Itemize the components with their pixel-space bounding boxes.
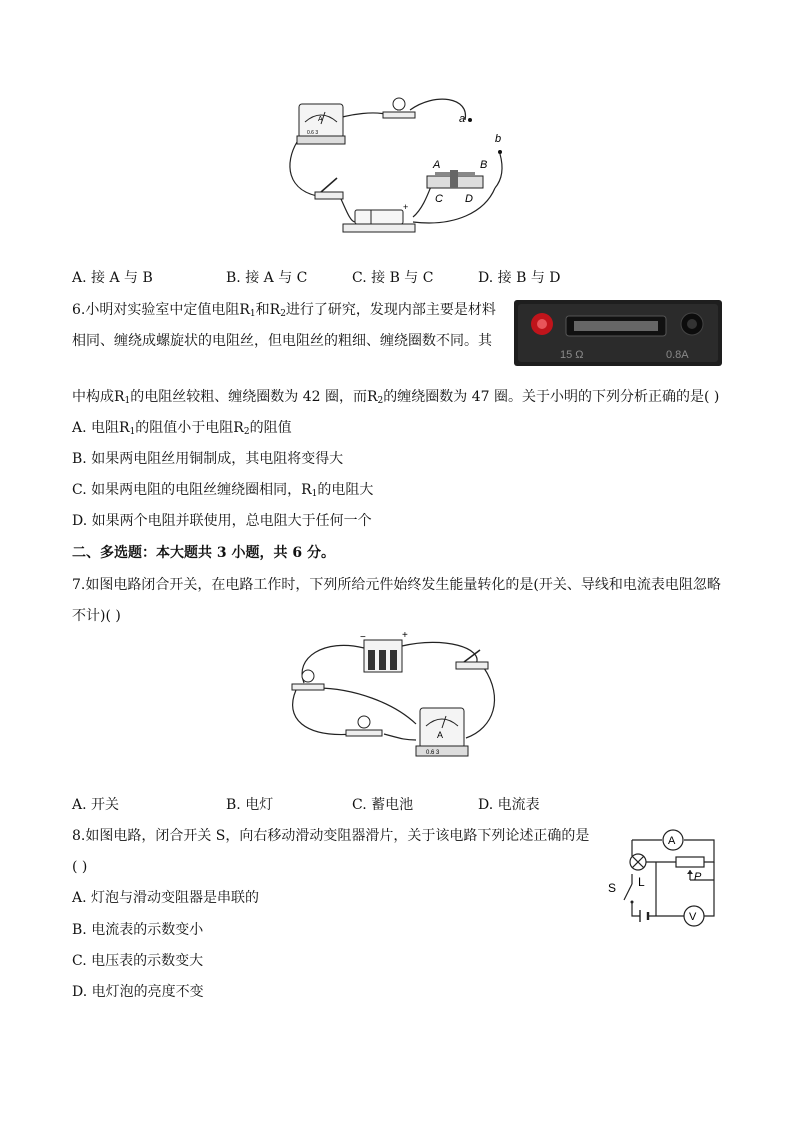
svg-text:+: +	[403, 202, 409, 212]
q8-option-a[interactable]: A. 灯泡与滑动变阻器是串联的	[72, 890, 260, 906]
q6-option-d[interactable]: D. 如果两个电阻并联使用，总电阻大于任何一个	[72, 513, 372, 529]
lamp-label-l: L	[638, 875, 645, 889]
svg-text:A: A	[668, 835, 676, 847]
switch-symbol-icon	[624, 884, 634, 904]
photo-label-current: 0.8A	[666, 349, 689, 361]
voltmeter-symbol-icon	[684, 906, 704, 926]
switch-label-s: S	[608, 881, 617, 895]
q5-option-b[interactable]: B. 接 A 与 C	[226, 270, 308, 286]
label-b: b	[495, 133, 502, 145]
q8-option-b[interactable]: B. 电流表的示数变小	[72, 922, 204, 938]
q7-option-c[interactable]: C. 蓄电池	[352, 797, 414, 813]
ammeter-symbol-icon	[663, 830, 683, 850]
svg-text:+: +	[402, 630, 408, 641]
black-terminal-icon	[681, 313, 703, 335]
red-terminal-icon	[531, 313, 553, 335]
svg-text:V: V	[689, 911, 697, 923]
q7-option-d[interactable]: D. 电流表	[478, 797, 540, 813]
photo-label-resistance: 15 Ω	[560, 349, 584, 361]
q8-stem-line2: ( )	[72, 859, 88, 875]
q6-option-b[interactable]: B. 如果两电阻丝用铜制成，其电阻将变得大	[72, 451, 344, 467]
resistor-photo	[514, 300, 722, 366]
q5-option-a[interactable]: A. 接 A 与 B	[72, 270, 153, 286]
q8-option-c[interactable]: C. 电压表的示数变大	[72, 953, 204, 969]
label-a: a	[459, 113, 466, 125]
svg-text:0.6 3: 0.6 3	[307, 130, 319, 136]
terminal-b-icon	[498, 150, 502, 154]
q5-circuit-figure	[285, 92, 515, 237]
ammeter-icon	[297, 104, 345, 144]
q5-option-d[interactable]: D. 接 B 与 D	[478, 270, 561, 286]
svg-text:A: A	[433, 159, 441, 171]
q8-stem-line1: 8.如图电路，闭合开关 S，向右移动滑动变阻器滑片，关于该电路下列论述正确的是	[72, 828, 590, 844]
svg-text:A: A	[437, 730, 444, 740]
lamp-symbol-icon	[630, 854, 646, 870]
q7-option-a[interactable]: A. 开关	[72, 797, 120, 813]
section-heading: 二、多选题：本大题共 3 小题，共 6 分。	[72, 545, 335, 561]
rheostat-icon	[427, 159, 487, 205]
storage-battery-icon	[360, 630, 408, 672]
svg-text:C: C	[435, 193, 443, 205]
q8-option-d[interactable]: D. 电灯泡的亮度不变	[72, 984, 204, 1000]
ammeter-icon	[416, 708, 468, 756]
bulb-icon	[383, 98, 415, 118]
q6-stem-line3: 中构成$R_1$的电阻丝较粗、缠绕圈数为 42 圈，而$R_2$的缠绕圈数为 47 圈。关于小明的下列分析正确的是( )	[72, 389, 720, 406]
q5-option-c[interactable]: C. 接 B 与 C	[352, 270, 434, 286]
bulb-icon	[292, 670, 324, 690]
q6-stem-line2: 相同、缠绕成螺旋状的电阻丝，但电阻丝的粗细、缠绕圈数不同。其	[72, 333, 492, 349]
svg-text:−: −	[360, 632, 366, 643]
q8-schematic-figure	[604, 824, 724, 934]
q6-option-c[interactable]: C. 如果两电阻的电阻丝缠绕圈相同，$R_1$的电阻大	[72, 482, 374, 499]
slider-label-p: P	[694, 871, 702, 883]
q6-stem-line1: 6.小明对实验室中定值电阻$R_1$和$R_2$进行了研究，发现内部主要是材料	[72, 302, 496, 319]
svg-text:D: D	[465, 193, 473, 205]
battery-icon	[343, 202, 415, 232]
q6-option-a[interactable]: A. 电阻$R_1$的阻值小于电阻$R_2$的阻值	[72, 420, 292, 437]
bulb-icon	[346, 716, 382, 736]
switch-icon	[456, 650, 488, 669]
switch-icon	[315, 178, 343, 199]
q7-stem-line1: 7.如图电路闭合开关，在电路工作时，下列所给元件始终发生能量转化的是(开关、导线和电流表电阻忽略	[72, 577, 721, 593]
svg-text:B: B	[480, 159, 488, 171]
q7-circuit-figure	[284, 628, 508, 764]
svg-text:0.6 3: 0.6 3	[426, 750, 440, 756]
battery-symbol-icon	[640, 910, 648, 922]
q7-option-b[interactable]: B. 电灯	[226, 797, 274, 813]
q7-stem-line2: 不计)( )	[72, 608, 121, 624]
svg-text:A: A	[318, 116, 323, 123]
terminal-a-icon	[468, 118, 472, 122]
